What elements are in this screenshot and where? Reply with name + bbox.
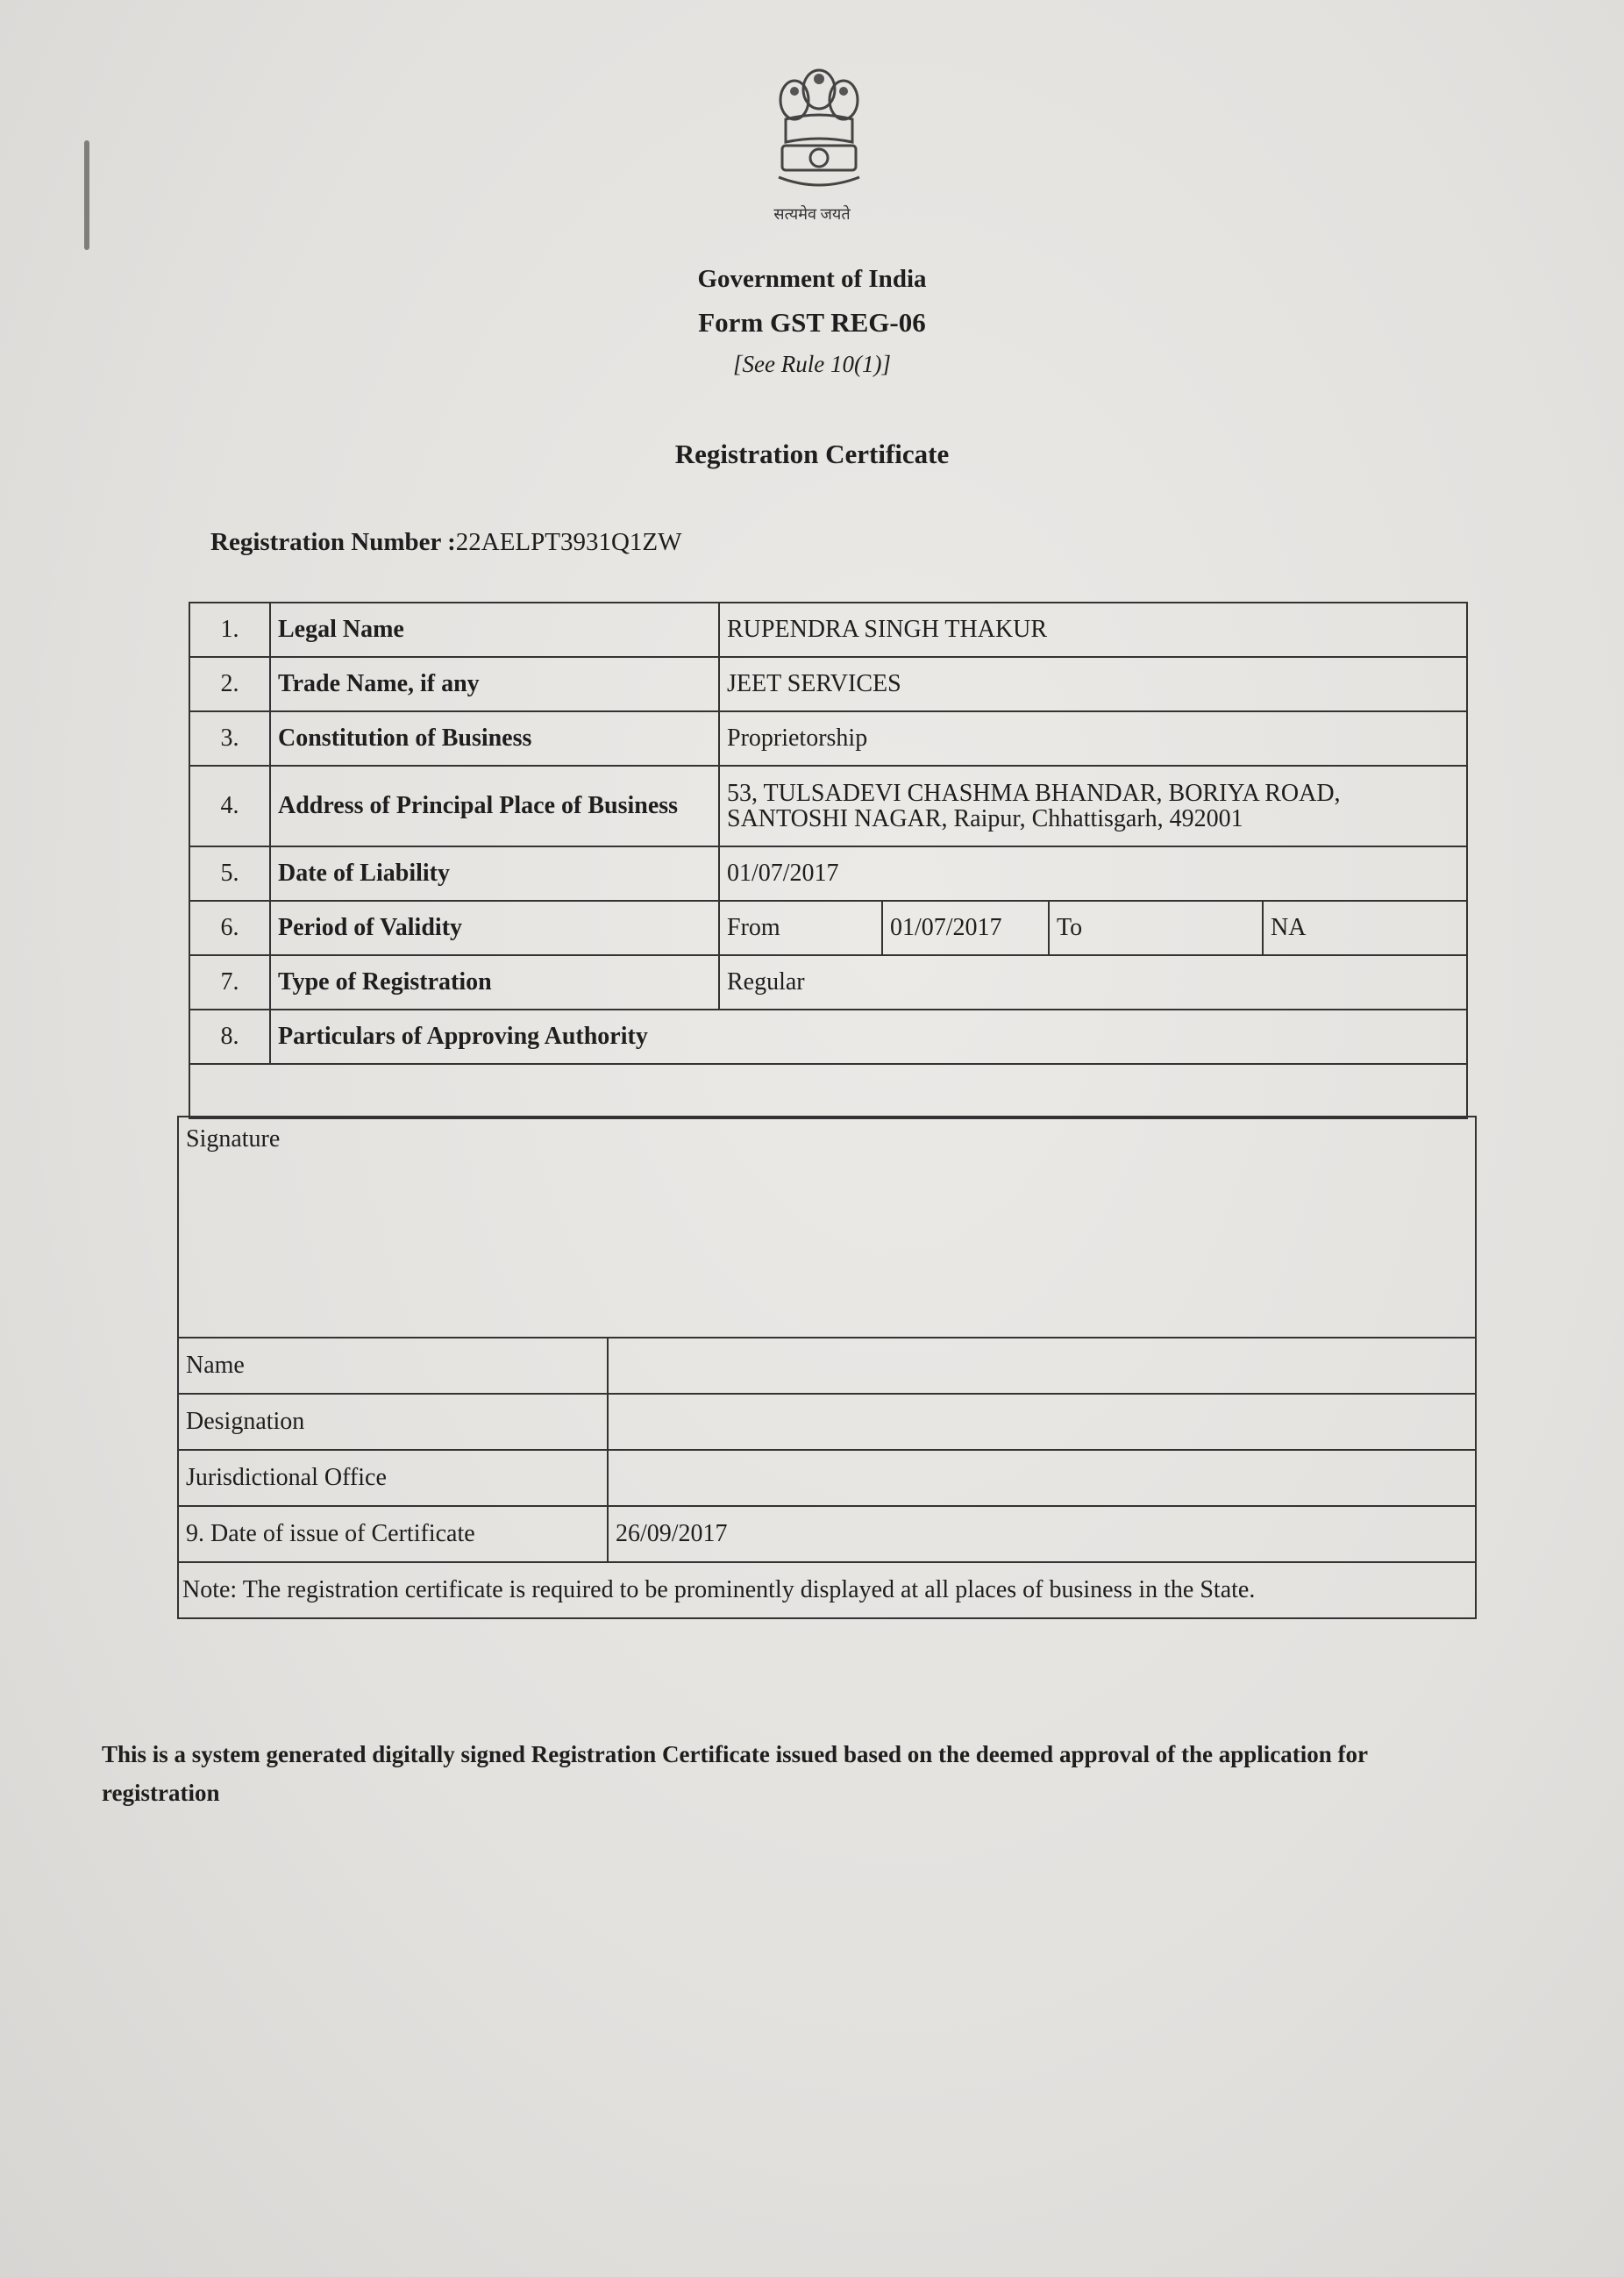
blank-cell xyxy=(189,1064,1467,1118)
table-row xyxy=(189,603,1467,657)
table-row xyxy=(178,1506,1476,1562)
table-row xyxy=(189,657,1467,711)
row-label: Constitution of Business xyxy=(270,711,719,766)
details-table xyxy=(189,602,1468,1119)
trade-name-value: JEET SERVICES xyxy=(719,657,1467,711)
registration-number-label: Registration Number : xyxy=(210,528,456,556)
certificate-title: Registration Certificate xyxy=(674,439,950,469)
row-number: 3. xyxy=(189,711,270,766)
authority-table xyxy=(177,1116,1477,1619)
row-number: 7. xyxy=(189,955,270,1010)
registration-type-value: Regular xyxy=(719,955,1467,1010)
name-value xyxy=(608,1338,1476,1394)
note-row xyxy=(178,1562,1476,1618)
legal-name-value: RUPENDRA SINGH THAKUR xyxy=(719,603,1467,657)
designation-value xyxy=(608,1394,1476,1450)
row-number: 2. xyxy=(189,657,270,711)
table-row xyxy=(178,1338,1476,1394)
national-emblem-icon xyxy=(766,54,872,202)
blank-row xyxy=(189,1064,1467,1118)
validity-to-value: NA xyxy=(1263,901,1467,955)
row-label: Type of Registration xyxy=(270,955,719,1010)
row-label: Particulars of Approving Authority xyxy=(270,1010,1467,1064)
table-row xyxy=(189,846,1467,901)
form-title: Form GST REG-06 xyxy=(698,307,926,338)
signature-label: Signature xyxy=(178,1117,1476,1338)
issue-date-value: 26/09/2017 xyxy=(608,1506,1476,1562)
row-label: Address of Principal Place of Business xyxy=(270,766,719,846)
footer-note: This is a system generated digitally signed Registration Certificate issued based on the deemed approval of the application for registration xyxy=(102,1741,1368,1806)
to-label: To xyxy=(1049,901,1263,955)
table-row xyxy=(189,711,1467,766)
from-label: From xyxy=(719,901,882,955)
emblem-motto: सत्यमेव जयते xyxy=(773,205,851,223)
row-label: Date of Liability xyxy=(270,846,719,901)
table-row xyxy=(189,901,1467,955)
validity-from-value: 01/07/2017 xyxy=(882,901,1049,955)
registration-number xyxy=(210,528,682,557)
staple-mark xyxy=(84,140,89,250)
row-label: Legal Name xyxy=(270,603,719,657)
row-number: 4. xyxy=(189,766,270,846)
office-value xyxy=(608,1450,1476,1506)
table-row xyxy=(178,1394,1476,1450)
table-row xyxy=(189,1010,1467,1064)
government-heading: Government of India xyxy=(697,265,927,293)
rule-reference: [See Rule 10(1)] xyxy=(733,351,891,377)
liability-date-value: 01/07/2017 xyxy=(719,846,1467,901)
note-text: Note: The registration certificate is required to be prominently displayed at all places of business in the State. xyxy=(178,1562,1476,1618)
registration-number-value: 22AELPT3931Q1ZW xyxy=(455,528,682,556)
row-number: 5. xyxy=(189,846,270,901)
table-row xyxy=(178,1450,1476,1506)
signature-row xyxy=(178,1117,1476,1338)
row-number: 6. xyxy=(189,901,270,955)
issue-date-label: 9. Date of issue of Certificate xyxy=(178,1506,608,1562)
designation-label: Designation xyxy=(178,1394,608,1450)
row-number: 8. xyxy=(189,1010,270,1064)
row-number: 1. xyxy=(189,603,270,657)
constitution-value: Proprietorship xyxy=(719,711,1467,766)
table-row xyxy=(189,766,1467,846)
table-row xyxy=(189,955,1467,1010)
row-label: Trade Name, if any xyxy=(270,657,719,711)
office-label: Jurisdictional Office xyxy=(178,1450,608,1506)
row-label: Period of Validity xyxy=(270,901,719,955)
name-label: Name xyxy=(178,1338,608,1394)
address-value: 53, TULSADEVI CHASHMA BHANDAR, BORIYA ROAD, SANTOSHI NAGAR, Raipur, Chhattisgarh, 492001 xyxy=(719,766,1467,846)
